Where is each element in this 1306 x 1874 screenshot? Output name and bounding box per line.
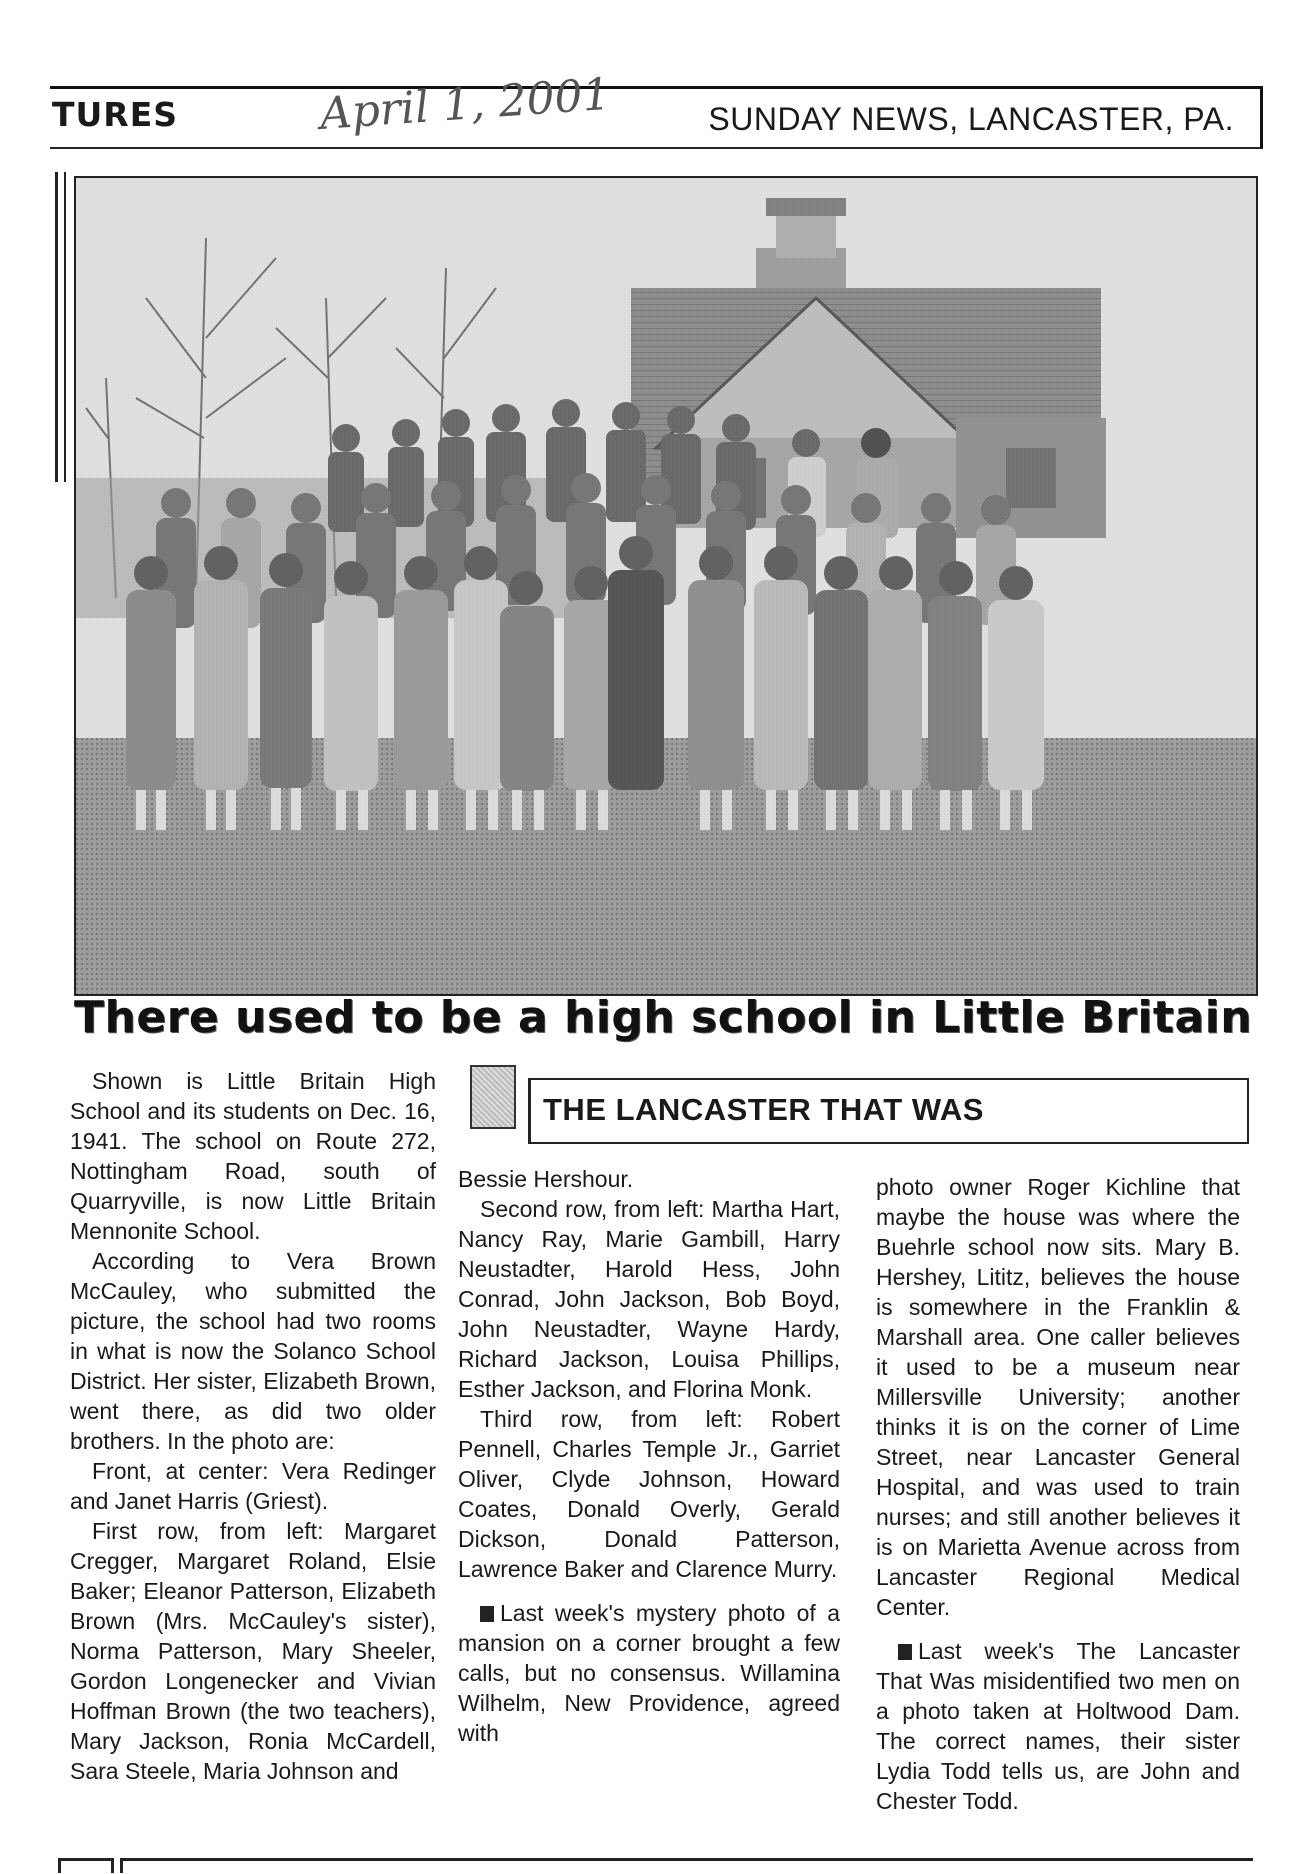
paragraph: Last week's The Lancaster That Was misidentified two men on a photo taken at Holtwood Dam. The correct names, their sister Lydia Todd tells us, are John and Chester Todd.: [876, 1638, 1240, 1814]
column-label-ornament: [470, 1065, 516, 1129]
paragraph: According to Vera Brown McCauley, who submitted the picture, the school had two rooms in what is now the Solanco School District. Her sister, Elizabeth Brown, went there, as did two older brothers. In the photo are:: [70, 1248, 436, 1454]
footer-rule: [58, 1858, 114, 1873]
column-label-box: [528, 1078, 1249, 1144]
article-headline: There used to be a high school in Little Britain: [74, 992, 1253, 1043]
article-column-1: [70, 1066, 436, 1786]
bullet-square-icon: [898, 1644, 912, 1660]
newspaper-name: SUNDAY NEWS, LANCASTER, PA.: [708, 101, 1234, 137]
page-header: [50, 68, 1263, 149]
paragraph: Third row, from left: Robert Pennell, Charles Temple Jr., Garriet Oliver, Clyde Johnson, Howard Coates, Donald Overly, Gerald Dickson, Donald Patterson, Lawrence Baker and Clarence Murry.: [458, 1406, 840, 1582]
paragraph: Front, at center: Vera Redinger and Janet Harris (Griest).: [70, 1458, 436, 1514]
paragraph: Last week's mystery photo of a mansion on a corner brought a few calls, but no consensus. Willamina Wilhelm, New Providence, agreed with: [458, 1600, 840, 1746]
column-label: THE LANCASTER THAT WAS: [543, 1092, 984, 1127]
paragraph: Shown is Little Britain High School and its students on Dec. 16, 1941. The school on Route 272, Nottingham Road, south of Quarryville, is now Little Britain Mennonite School.: [70, 1068, 436, 1244]
section-name: TURES: [52, 95, 179, 134]
photo-illustration: [76, 178, 1256, 994]
left-rule: [64, 172, 66, 482]
paragraph: Bessie Hershour.: [458, 1166, 634, 1192]
school-group-photo: [74, 176, 1258, 996]
article-column-2: [458, 1164, 840, 1748]
paragraph: Second row, from left: Martha Hart, Nancy Ray, Marie Gambill, Harry Neustadter, Harold Hess, John Conrad, John Jackson, Bob Boyd, John Neustadter, Wayne Hardy, Richard Jackson, Louisa Phillips, Esther Jackson, and Florina Monk.: [458, 1196, 840, 1402]
paragraph: photo owner Roger Kichline that maybe the house was where the Buehrle school now sits. Mary B. Hershey, Lititz, believes the house is somewhere in the Franklin & Marshall area. One caller believes it used to be a museum near Millersville University; another thinks it is on the corner of Lime Street, near Lancaster General Hospital, and was used to train nurses; and still another believes it is on Marietta Avenue across from Lancaster Regional Medical Center.: [876, 1174, 1240, 1620]
article-column-3: [876, 1172, 1240, 1816]
paragraph: First row, from left: Margaret Cregger, Margaret Roland, Elsie Baker; Eleanor Patterson, Elizabeth Brown (Mrs. McCauley's sister), Norma Patterson, Mary Sheeler, Gordon Longenecker and Vivian Hoffman Brown (the two teachers), Mary Jackson, Ronia McCardell, Sara Steele, Maria Johnson and: [70, 1518, 436, 1784]
footer-rule: [120, 1858, 1253, 1873]
bullet-square-icon: [480, 1606, 494, 1622]
left-rule: [55, 172, 58, 482]
handwritten-date: April 1, 2001: [318, 68, 613, 140]
